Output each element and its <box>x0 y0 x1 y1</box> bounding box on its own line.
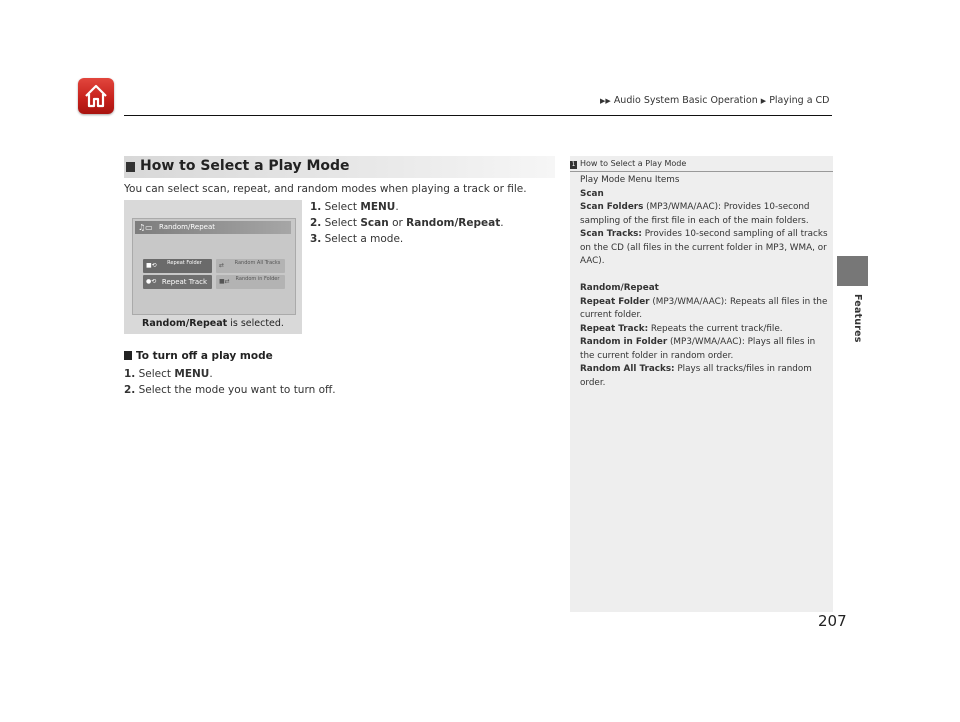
note-panel <box>570 156 833 612</box>
note-line: Random All Tracks: Plays all tracks/files in random order. <box>580 364 812 388</box>
step-item: 2. Select the mode you want to turn off. <box>124 384 336 396</box>
step-keyword: Scan <box>360 217 389 229</box>
note-line: Repeat Track: Repeats the current track/file. <box>580 323 783 334</box>
figure-caption: Random/Repeat is selected. <box>142 318 284 329</box>
note-number-icon: 1 <box>571 161 576 168</box>
step-item: 1. Select MENU. <box>124 368 213 380</box>
folder-shuffle-icon: ■⇄ <box>219 278 230 285</box>
screen-title: Random/Repeat <box>159 223 215 231</box>
home-icon <box>83 83 109 109</box>
step-number: 2. <box>124 384 136 396</box>
page-number: 207 <box>818 612 847 630</box>
note-line: Scan Tracks: Provides 10-second sampling of all tracks on the CD (all files in the current folder in MP3, WMA, or AAC). <box>580 229 828 266</box>
subsection-step-list <box>124 366 336 398</box>
step-text: . <box>395 201 399 213</box>
subsection-square-icon <box>124 351 132 360</box>
step-list <box>310 199 504 247</box>
note-line: Scan <box>580 188 604 199</box>
section-title: How to Select a Play Mode <box>140 158 350 174</box>
random-all-tracks-button[interactable]: ⇄ Random All Tracks <box>216 259 285 273</box>
step-text: . <box>500 217 504 229</box>
home-button[interactable] <box>78 78 114 114</box>
intro-text: You can select scan, repeat, and random modes when playing a track or file. <box>124 183 527 195</box>
subsection-title: To turn off a play mode <box>124 350 273 362</box>
section-square-icon <box>126 162 135 172</box>
note-heading: 1 How to Select a Play Mode <box>570 156 833 172</box>
step-keyword: MENU <box>174 368 210 380</box>
step-text: Select <box>324 217 361 229</box>
note-body <box>580 174 828 390</box>
note-line: Repeat Folder (MP3/WMA/AAC): Repeats all files in the current folder. <box>580 296 828 320</box>
screen-illustration <box>124 200 302 334</box>
repeat-folder-button[interactable]: ■⟲ Repeat Folder <box>143 259 212 273</box>
note-line: Random/Repeat <box>580 283 659 293</box>
step-keyword: Random/Repeat <box>406 217 501 229</box>
note-line: Scan Folders (MP3/WMA/AAC): Provides 10-second sampling of the first file in each of the main folders. <box>580 202 810 226</box>
step-item <box>310 215 504 231</box>
section-header <box>124 156 555 178</box>
breadcrumb <box>600 95 830 106</box>
screen-title-bar <box>135 221 291 234</box>
repeat-track-button[interactable]: ●⟲ Repeat Track <box>143 275 212 289</box>
header-divider <box>124 115 832 116</box>
step-text: Select <box>324 201 361 213</box>
step-number: 2. <box>310 217 322 229</box>
audio-screen <box>132 218 296 315</box>
step-item <box>310 231 504 247</box>
repeat-folder-icon: ■⟲ <box>146 262 157 269</box>
breadcrumb-item[interactable]: Playing a CD <box>769 95 830 106</box>
repeat-track-icon: ●⟲ <box>146 278 157 285</box>
step-number: 1. <box>310 201 322 213</box>
shuffle-icon: ⇄ <box>219 262 225 269</box>
music-note-icon: ♫▭ <box>138 223 153 232</box>
step-item <box>310 199 504 215</box>
note-line: Play Mode Menu Items <box>580 175 680 185</box>
step-number: 3. <box>310 233 322 245</box>
step-number: 1. <box>124 368 136 380</box>
random-in-folder-button[interactable]: ■⇄ Random in Folder <box>216 275 285 289</box>
note-line: Random in Folder (MP3/WMA/AAC): Plays all files in the current folder in random order. <box>580 337 816 361</box>
breadcrumb-arrow-icon: ▶▶ <box>600 97 611 105</box>
breadcrumb-item[interactable]: Audio System Basic Operation <box>613 95 758 106</box>
breadcrumb-arrow-icon: ▶ <box>760 97 767 105</box>
step-text: or <box>388 217 407 229</box>
chapter-label: Features <box>852 294 863 343</box>
chapter-tab[interactable] <box>837 256 868 286</box>
step-text: Select a mode. <box>324 233 404 245</box>
step-keyword: MENU <box>360 201 396 213</box>
